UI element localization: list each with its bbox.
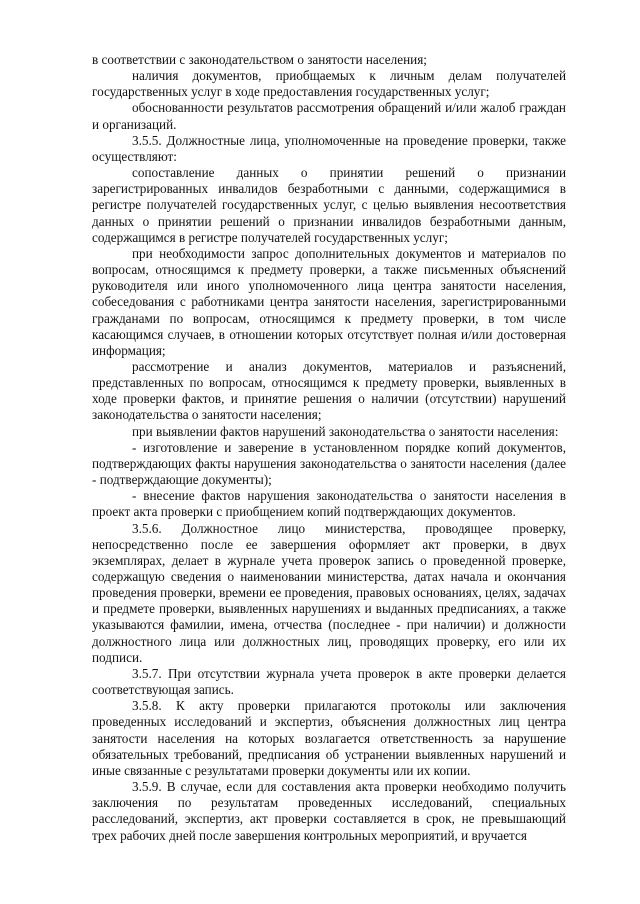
paragraph: наличия документов, приобщаемых к личным делам получателей государственных услуг в ходе предоставления государственных услуг; [92, 68, 566, 100]
paragraph: 3.5.7. При отсутствии журнала учета проверок в акте проверки делается соответствующая запись. [92, 665, 566, 698]
paragraph: обоснованности результатов рассмотрения обращений и/или жалоб граждан и организаций. [92, 100, 566, 132]
paragraph: - внесение фактов нарушения законодательства о занятости населения в проект акта проверки с приобщением копий подтверждающих документов. [92, 488, 566, 520]
paragraph: - изготовление и заверение в установленном порядке копий документов, подтверждающих факты нарушения законодательства о занятости населения (далее - подтверждающие документы); [92, 439, 566, 488]
paragraph: в соответствии с законодательством о занятости населения; [92, 52, 427, 67]
paragraph: 3.5.8. К акту проверки прилагаются протоколы или заключения проведенных исследований и экспертиз, объяснения должностных лиц центра занятости населения на которых возлагается ответственность за нарушение обязательных требований, предписания об устранении выявленных нарушений и иные связанные с результатами проверки документы или их копии. [92, 698, 566, 778]
paragraph: 3.5.5. Должностные лица, уполномоченные на проведение проверки, также осуществляют: [92, 132, 566, 164]
paragraph: рассмотрение и анализ документов, материалов и разъяснений, представленных по вопросам, относящимся к предмету проверки, выявленных в ходе проверки фактов, и принятие решения о наличии (отсутствии) нарушений законодательства о занятости населения; [92, 358, 566, 423]
paragraph: 3.5.9. В случае, если для составления акта проверки необходимо получить заключения по результатам проведенных исследований, специальных расследований, экспертиз, акт проверки составляется в срок, не превышающий трех рабочих дней после завершения контрольных мероприятий, и вручается [92, 779, 566, 843]
paragraph: 3.5.6. Должностное лицо министерства, проводящее проверку, непосредственно после ее завершения оформляет акт проверки, в двух экземплярах, делает в журнале учета проверок запись о проведенной проверке, содержащую сведения о наименовании министерства, датах начала и окончания проведения проверки, времени ее проведения, правовых основаниях, целях, задачах и предмете проверки, выявленных нарушениях и выданных предписаниях, а также указываются фамилии, имена, отчества (последнее - при наличии) и должности должностного лица или должностных лиц, проводящих проверку, его или их подписи. [92, 520, 566, 665]
document-page [92, 52, 566, 844]
paragraph: при выявлении фактов нарушений законодательства о занятости населения: [132, 423, 559, 439]
paragraph: при необходимости запрос дополнительных документов и материалов по вопросам, относящимся к предмету проверки, а также письменных объяснений руководителя или иного уполномоченного лица центра занятости населения, собеседования с работниками центра занятости населения, зарегистрированными гражданами по вопросам, относящимся к предмету проверки, в том числе касающимся случаев, в отношении которых отсутствует полная и/или достоверная информация; [92, 245, 566, 358]
paragraph: сопоставление данных о принятии решений о признании зарегистрированных инвалидов безработными с данными, содержащимися в регистре получателей государственных услуг, с целью выявления несоответствия данных о принятии решений о признании инвалидов безработными данным, содержащимся в регистре получателей государственных услуг; [92, 165, 566, 245]
